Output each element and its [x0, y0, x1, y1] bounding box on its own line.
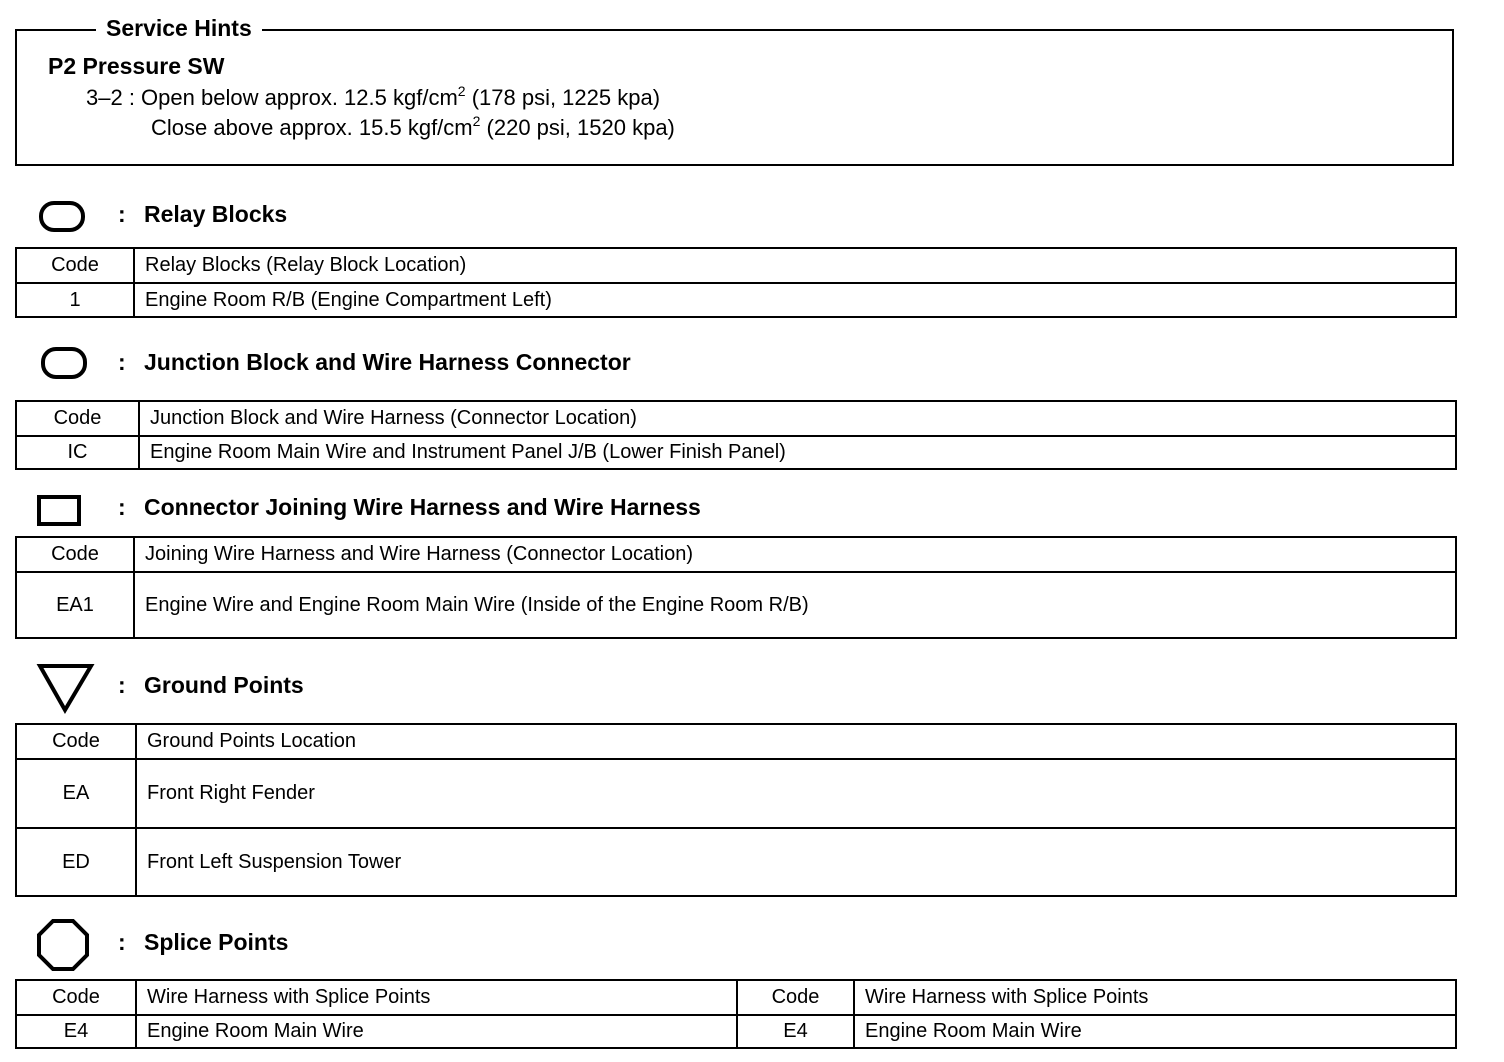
- junction-block-table: [15, 400, 1457, 470]
- table-header-row: [16, 248, 1456, 283]
- pressure-switch-heading: P2 Pressure SW: [48, 53, 225, 79]
- spec-line-close: Close above approx. 15.5 kgf/$cm^2$ (220 psi, 1520 kpa): [151, 113, 675, 140]
- code-cell: E4: [16, 1015, 136, 1048]
- spec-line-open: 3–2 : Open below approx. 12.5 kgf/$cm^2$ (178 psi, 1225 kpa): [86, 83, 661, 110]
- splice-points-heading: : Splice Points: [118, 929, 289, 955]
- desc-cell: Front Left Suspension Tower: [136, 828, 1456, 896]
- square-icon: [36, 494, 84, 528]
- table-row: [16, 759, 1456, 828]
- desc-cell: Front Right Fender: [136, 759, 1456, 828]
- service-hints-title: Service Hints: [96, 14, 262, 42]
- code-header: Code: [16, 980, 136, 1015]
- code-header: Code: [16, 724, 136, 759]
- table-row: [16, 572, 1456, 638]
- desc-header: Wire Harness with Splice Points: [854, 980, 1456, 1015]
- table-header-row: [16, 980, 1456, 1015]
- ground-points-heading: : Ground Points: [118, 672, 304, 698]
- desc-cell: Engine Room Main Wire: [136, 1015, 737, 1048]
- desc-cell: Engine Room Main Wire: [854, 1015, 1456, 1048]
- desc-cell: Engine Room R/B (Engine Compartment Left): [134, 283, 1456, 317]
- code-cell: 1: [16, 283, 134, 317]
- code-header: Code: [16, 248, 134, 283]
- relay-blocks-heading: : Relay Blocks: [118, 201, 288, 227]
- table-row: [16, 436, 1456, 469]
- code-header: Code: [16, 537, 134, 572]
- code-cell: ED: [16, 828, 136, 896]
- code-cell: EA: [16, 759, 136, 828]
- code-cell: E4: [737, 1015, 854, 1048]
- code-header: Code: [16, 401, 139, 436]
- table-row: [16, 828, 1456, 896]
- desc-cell: Engine Wire and Engine Room Main Wire (Inside of the Engine Room R/B): [134, 572, 1456, 638]
- octagon-icon: [36, 918, 90, 972]
- rounded-rect-icon: [40, 346, 90, 380]
- desc-header: Junction Block and Wire Harness (Connector Location): [139, 401, 1456, 436]
- code-cell: EA1: [16, 572, 134, 638]
- ground-points-table: [15, 723, 1457, 897]
- rounded-rect-icon: [38, 200, 88, 234]
- desc-header: Ground Points Location: [136, 724, 1456, 759]
- junction-block-heading: : Junction Block and Wire Harness Connector: [118, 349, 631, 375]
- table-header-row: [16, 537, 1456, 572]
- relay-blocks-table: [15, 247, 1457, 318]
- desc-cell: Engine Room Main Wire and Instrument Panel J/B (Lower Finish Panel): [139, 436, 1456, 469]
- table-header-row: [16, 401, 1456, 436]
- table-row: [16, 283, 1456, 317]
- desc-header: Joining Wire Harness and Wire Harness (Connector Location): [134, 537, 1456, 572]
- desc-header: Relay Blocks (Relay Block Location): [134, 248, 1456, 283]
- table-header-row: [16, 724, 1456, 759]
- desc-header: Wire Harness with Splice Points: [136, 980, 737, 1015]
- triangle-down-icon: [36, 662, 96, 714]
- code-header: Code: [737, 980, 854, 1015]
- connector-joining-table: [15, 536, 1457, 639]
- table-row: [16, 1015, 1456, 1048]
- code-cell: IC: [16, 436, 139, 469]
- splice-points-table: [15, 979, 1457, 1049]
- connector-joining-heading: : Connector Joining Wire Harness and Wire Harness: [118, 494, 701, 520]
